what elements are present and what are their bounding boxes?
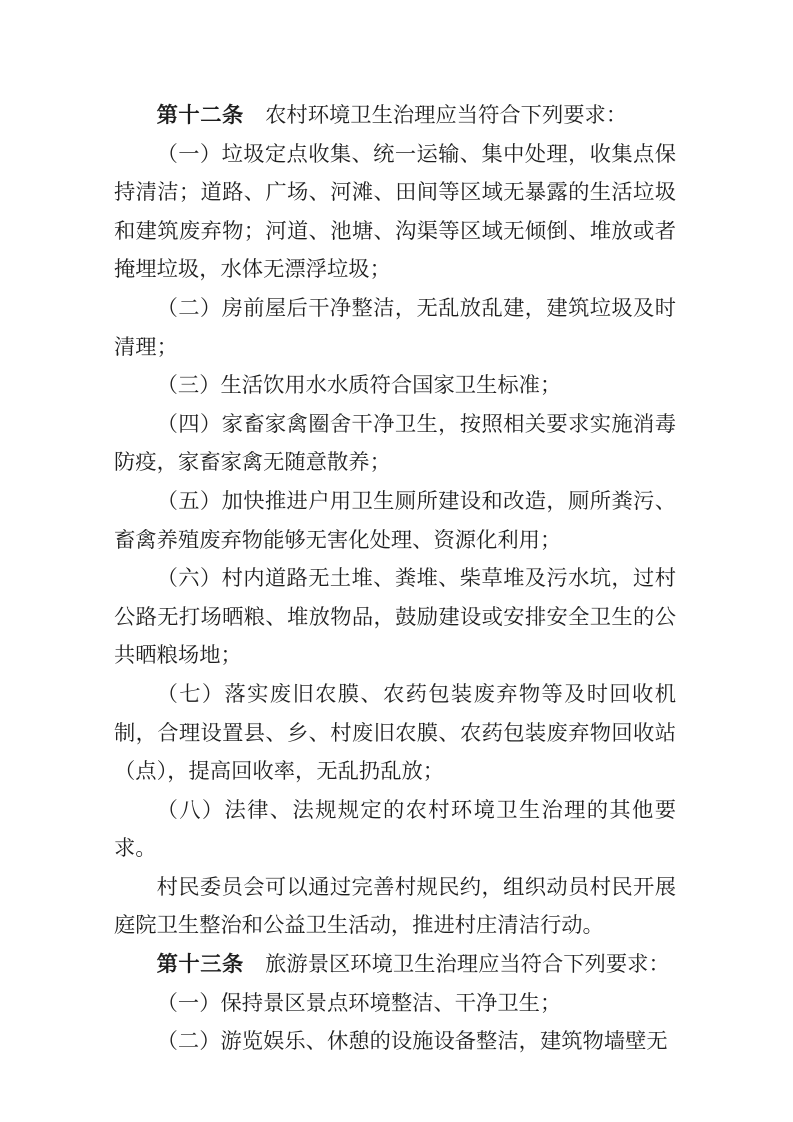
paragraph <box>114 1022 676 1061</box>
article-number: 第十三条 <box>156 952 244 977</box>
paragraph-text: 农村环境卫生治理应当符合下列要求： <box>243 103 628 127</box>
paragraph-text: （一）垃圾定点收集、统一运输、集中处理，收集点保持清洁；道路、广场、河滩、田间等区域无暴露的生活垃圾和建筑废弃物；河道、池塘、沟渠等区域无倾倒、堆放或者掩埋垃圾，水体无漂浮垃圾； <box>114 141 676 282</box>
paragraph <box>114 96 676 135</box>
paragraph-text: 旅游景区环境卫生治理应当符合下列要求： <box>243 952 670 977</box>
paragraph-text: （二）房前屋后干净整洁，无乱放乱建，建筑垃圾及时清理； <box>114 295 676 359</box>
paragraph <box>114 791 676 868</box>
paragraph <box>114 984 676 1023</box>
paragraph <box>114 868 676 945</box>
paragraph <box>114 482 676 559</box>
paragraph <box>114 289 676 366</box>
article-number: 第十二条 <box>156 103 244 127</box>
paragraph-text: （三）生活饮用水水质符合国家卫生标准； <box>156 373 562 398</box>
paragraph-text: （六）村内道路无土堆、粪堆、柴草堆及污水坑，过村公路无打场晒粮、堆放物品，鼓励建设或安排安全卫生的公共晒粮场地； <box>114 566 676 668</box>
paragraph <box>114 366 676 405</box>
paragraph-text: （五）加快推进户用卫生厕所建设和改造，厕所粪污、畜禽养殖废弃物能够无害化处理、资源化利用； <box>114 488 676 552</box>
paragraph <box>114 945 676 984</box>
paragraph <box>114 135 676 289</box>
paragraph-text: （一）保持景区景点环境整洁、干净卫生； <box>156 990 562 1015</box>
paragraph <box>114 675 676 791</box>
paragraph <box>114 405 676 482</box>
paragraph-text: （八）法律、法规规定的农村环境卫生治理的其他要求。 <box>114 797 676 861</box>
paragraph-text: 村民委员会可以通过完善村规民约，组织动员村民开展庭院卫生整治和公益卫生活动，推进村庄清洁行动。 <box>114 874 676 938</box>
paragraph-text: （七）落实废旧农膜、农药包装废弃物等及时回收机制，合理设置县、乡、村废旧农膜、农药包装废弃物回收站（点），提高回收率，无乱扔乱放； <box>114 681 676 784</box>
paragraph-text: （二）游览娱乐、休憩的设施设备整洁，建筑物墙壁无 <box>156 1029 668 1054</box>
paragraph <box>114 559 676 675</box>
document-body <box>114 96 676 1061</box>
paragraph-text: （四）家畜家禽圈舍干净卫生，按照相关要求实施消毒防疫，家畜家禽无随意散养； <box>114 411 676 475</box>
